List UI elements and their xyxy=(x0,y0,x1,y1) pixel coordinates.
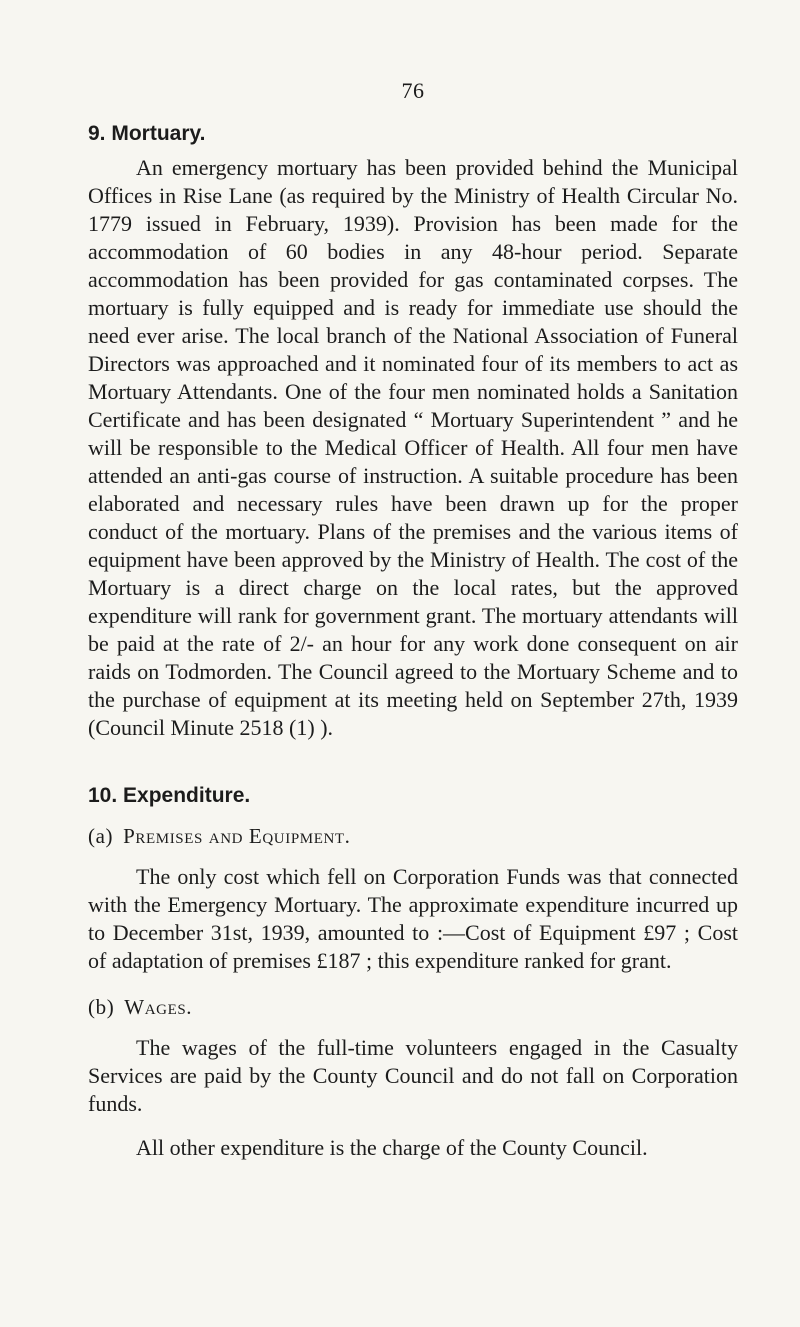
subheading-premises-tag: (a) xyxy=(88,824,114,848)
subheading-premises xyxy=(88,824,738,849)
subheading-wages xyxy=(88,995,738,1020)
section-expenditure xyxy=(88,784,738,1162)
premises-paragraph: The only cost which fell on Corporation Funds was that connected with the Emergency Mortuary. The approximate expenditure incurred up to December 31st, 1939, amounted to :—Cost of Equipment £97 ; Cost of adaptation of premises £187 ; this expenditure ranked for grant. xyxy=(88,864,738,973)
page-number: 76 xyxy=(401,78,425,103)
mortuary-paragraph: An emergency mortuary has been provided behind the Municipal Offices in Rise Lane (as required by the Ministry of Health Circular No. 1779 issued in February, 1939). Provision has been made for the accommodation of 60 bodies in any 48-hour period. Separate accommodation has been provided for gas contaminated corpses. The mortuary is fully equipped and is ready for immediate use should the need ever arise. The local branch of the National Association of Funeral Directors was approached and it nominated four of its members to act as Mortuary Attendants. One of the four men nominated holds a Sanitation Certificate and has been designated “ Mortuary Superintendent ” and he will be responsible to the Medical Officer of Health. All four men have attended an anti-gas course of instruction. A suitable procedure has been elaborated and necessary rules have been drawn up for the proper conduct of the mortuary. Plans of the premises and the various items of equipment have been approved by the Ministry of Health. The cost of the Mortuary is a direct charge on the local rates, but the approved expenditure will rank for government grant. The mortuary attendants will be paid at the rate of 2/- an hour for any work done consequent on air raids on Todmorden. The Council agreed to the Mortuary Scheme and to the purchase of equipment at its meeting held on September 27th, 1939 (Council Minute 2518 (1) ). xyxy=(88,155,738,740)
wages-paragraph-2: All other expenditure is the charge of the County Council. xyxy=(136,1135,648,1160)
wages-paragraph-1: The wages of the full-time volunteers engaged in the Casualty Services are paid by the County Council and do not fall on Corporation funds. xyxy=(88,1035,738,1116)
subheading-premises-title: Premises and Equipment. xyxy=(123,824,351,848)
section-heading-mortuary: 9. Mortuary. xyxy=(88,122,206,145)
document-page xyxy=(88,78,738,1162)
subheading-wages-tag: (b) xyxy=(88,995,115,1019)
subheading-wages-title: Wages. xyxy=(124,995,193,1019)
section-heading-expenditure: 10. Expenditure. xyxy=(88,784,251,807)
section-mortuary xyxy=(88,122,738,742)
